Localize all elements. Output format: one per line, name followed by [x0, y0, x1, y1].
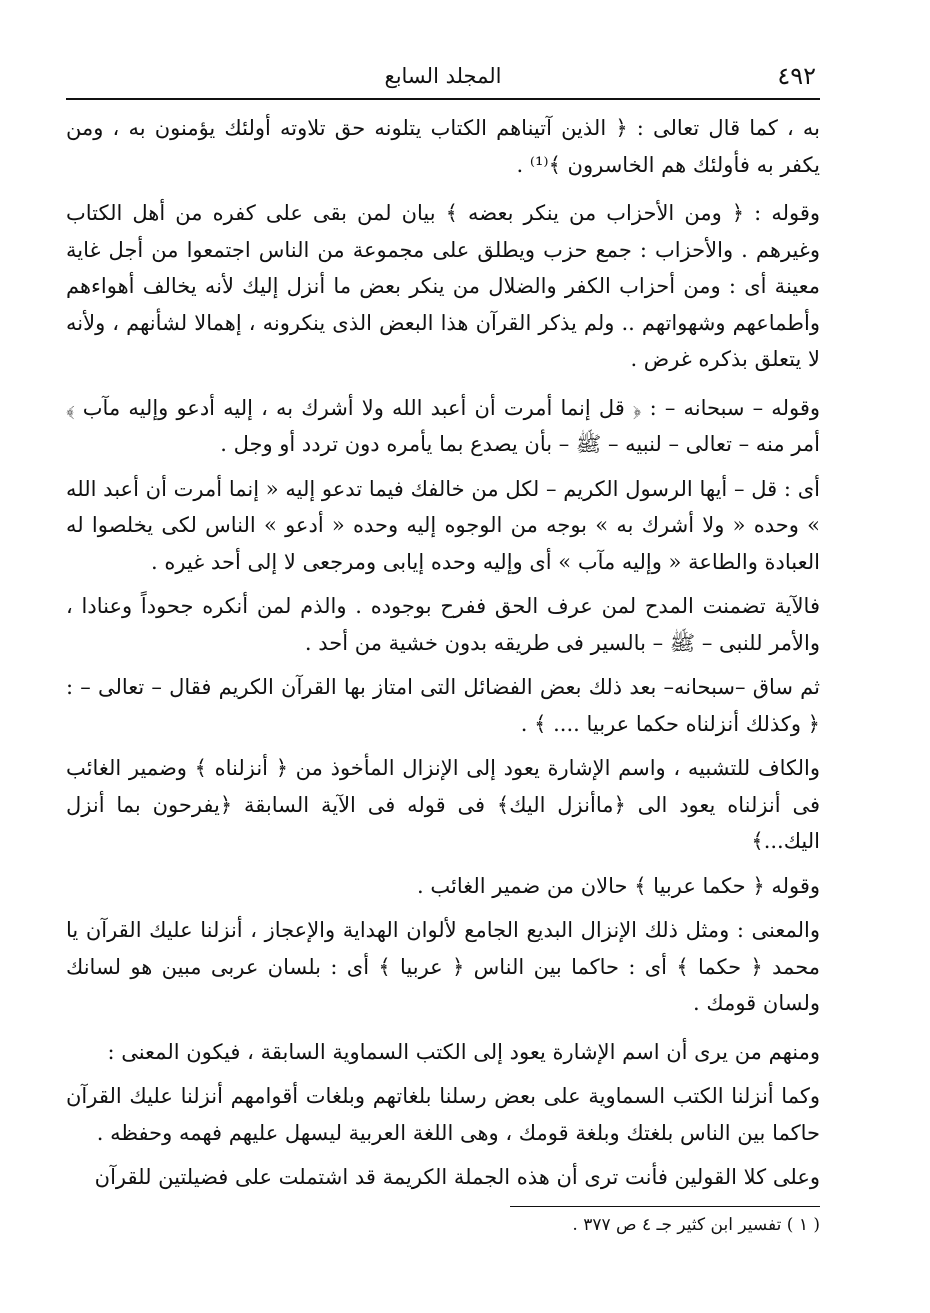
page-header [66, 52, 820, 92]
paragraph: وكما أنزلنا الكتب السماوية على بعض رسلنا بلغاتهم وبلغات أقوامهم أنزلنا عليك القرآن حاكما بين الناس بلغتك وبلغة قومك ، وهى اللغة العربية ليسهل عليهم فهمه وحفظه . [66, 1084, 820, 1145]
paragraph: فالآية تضمنت المدح لمن عرف الحق ففرح بوجوده . والذم لمن أنكره جحوداً وعنادا ، والأمر للنبى – ﷺ – بالسير فى طريقه بدون خشية من أحد . [66, 594, 820, 655]
paragraph: والمعنى : ومثل ذلك الإنزال البديع الجامع لألوان الهداية والإعجاز ، أنزلنا عليك القرآن يا محمد ﴿ حكما ﴾ أى : حاكما بين الناس ﴿ عربيا ﴾ أى : بلسان عربى مبين هو لسانك ولسان قومك . [66, 918, 820, 1015]
paragraph: والكاف للتشبيه ، واسم الإشارة يعود إلى الإنزال المأخوذ من ﴿ أنزلناه ﴾ وضمير الغائب فى أنزلناه يعود الى ﴿ماأنزل اليك﴾ فى قوله فى الآية السابقة ﴿يفرحون بما أنزل اليك...﴾ [66, 756, 820, 853]
paragraph: ثم ساق –سبحانه– بعد ذلك بعض الفضائل التى امتاز بها القرآن الكريم فقال – تعالى – : ﴿ وكذلك أنزلناه حكما عربيا .... ﴾ . [66, 675, 820, 736]
footnote: ( ١ ) تفسير ابن كثير جـ ٤ ص ٣٧٧ . [572, 1214, 820, 1235]
paragraph: وقوله – سبحانه – : ﴿ قل إنما أمرت أن أعبد الله ولا أشرك به ، إليه أدعو وإليه مآب ﴾ أمر منه – تعالى – لنبيه – ﷺ – بأن يصدع بما يأمره دون تردد أو وجل . [66, 395, 820, 456]
paragraph: وقوله : ﴿ ومن الأحزاب من ينكر بعضه ﴾ بيان لمن بقى على كفره من أهل الكتاب وغيرهم . والأحزاب : جمع حزب ويطلق على مجموعة من الناس اجتمعوا من أجل غاية معينة أى : ومن أحزاب الكفر والضلال من ينكر بعض ما أنزل إليك لأنه يخالف أهواءهم وأطماعهم وشهواتهم .. ولم يذكر القرآن هذا البعض الذى ينكرونه ، إهمالا لشأنهم ، ولأنه لا يتعلق بذكره غرض . [66, 201, 820, 371]
paragraph: أى : قل – أيها الرسول الكريم – لكل من خالفك فيما تدعو إليه « إنما أمرت أن أعبد الله » وحده « ولا أشرك به » بوجه من الوجوه إليه وحده « أدعو » الناس لكى يخلصوا له العبادة والطاعة « وإليه مآب » أى وإليه وحده إيابى ومرجعى لا إلى أحد غيره . [66, 476, 820, 574]
header-rule [66, 98, 820, 100]
paragraph: وعلى كلا القولين فأنت ترى أن هذه الجملة الكريمة قد اشتملت على فضيلتين للقرآن [94, 1165, 820, 1189]
paragraph: ومنهم من يرى أن اسم الإشارة يعود إلى الكتب السماوية السابقة ، فيكون المعنى : [107, 1039, 820, 1064]
paragraph: به ، كما قال تعالى : ﴿ الذين آتيناهم الكتاب يتلونه حق تلاوته أولئك يؤمنون به ، ومن يكفر به فأولئك هم الخاسرون ﴾⁽¹⁾ . [66, 116, 820, 177]
page-number: ٤٩٢ [777, 62, 816, 90]
page-body [66, 110, 820, 1196]
footnote-rule [510, 1206, 820, 1207]
volume-title: المجلد السابع [384, 64, 502, 88]
paragraph: وقوله ﴿ حكما عربيا ﴾ حالان من ضمير الغائب . [417, 873, 820, 898]
